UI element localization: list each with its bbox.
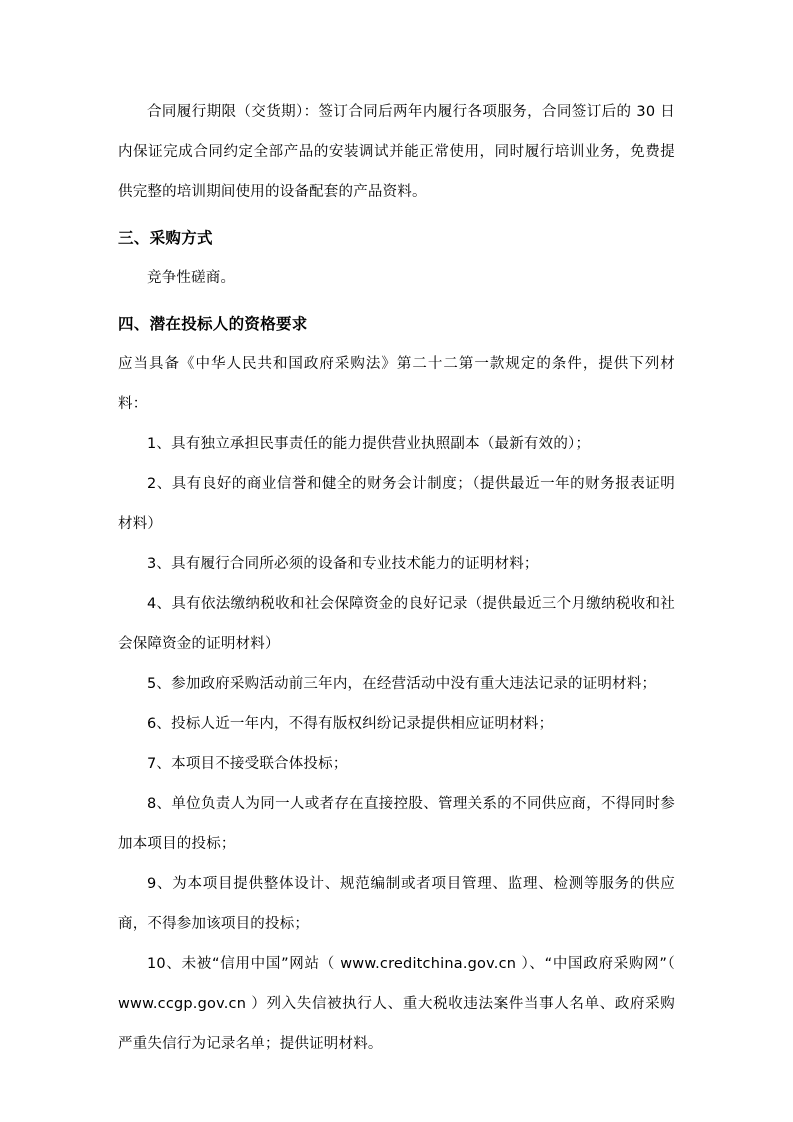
- list-item-1: 1、具有独立承担民事责任的能力提供营业执照副本（最新有效的）；: [147, 436, 591, 452]
- paragraph-qualification-intro: 应当具备《中华人民共和国政府采购法》第二十二第一款规定的条件，提供下列材料：: [118, 356, 675, 412]
- list-item-8: 8、单位负责人为同一人或者存在直接控股、管理关系的不同供应商，不得同时参加本项目的投标；: [118, 796, 675, 852]
- list-item-4: 4、具有依法缴纳税收和社会保障资金的良好记录（提供最近三个月缴纳税收和社会保障资金的证明材料）: [118, 596, 675, 652]
- paragraph-contract-term: 合同履行期限（交货期）：签订合同后两年内履行各项服务，合同签订后的 30 日内保证完成合同约定全部产品的安装调试并能正常使用，同时履行培训业务，免费提供完整的培训期间使用的设备配套的产品资料。: [118, 104, 675, 200]
- list-item-9: 9、为本项目提供整体设计、规范编制或者项目管理、监理、检测等服务的供应商，不得参加该项目的投标；: [118, 876, 675, 932]
- heading-procurement-method: 三、采购方式: [118, 229, 213, 247]
- heading-bidder-qualification: 四、潜在投标人的资格要求: [118, 315, 308, 333]
- list-item-5: 5、参加政府采购活动前三年内，在经营活动中没有重大违法记录的证明材料；: [147, 676, 657, 692]
- document-body: [118, 92, 675, 1064]
- list-item-3: 3、具有履行合同所必须的设备和专业技术能力的证明材料；: [147, 556, 539, 572]
- list-item-7: 7、本项目不接受联合体投标；: [147, 756, 348, 772]
- list-item-6: 6、投标人近一年内，不得有版权纠纷记录提供相应证明材料；: [147, 716, 554, 732]
- list-item-10: 10、未被“信用中国”网站（ www.creditchina.gov.cn ）、“中国政府采购网”（ www.ccgp.gov.cn ）列入失信被执行人、重大税收违法案件当事人名单、政府采购严重失信行为记录名单；提供证明材料。: [118, 956, 675, 1052]
- paragraph-procurement-method-value: 竞争性磋商。: [147, 270, 236, 286]
- list-item-2: 2、具有良好的商业信誉和健全的财务会计制度；（提供最近一年的财务报表证明材料）: [118, 476, 675, 532]
